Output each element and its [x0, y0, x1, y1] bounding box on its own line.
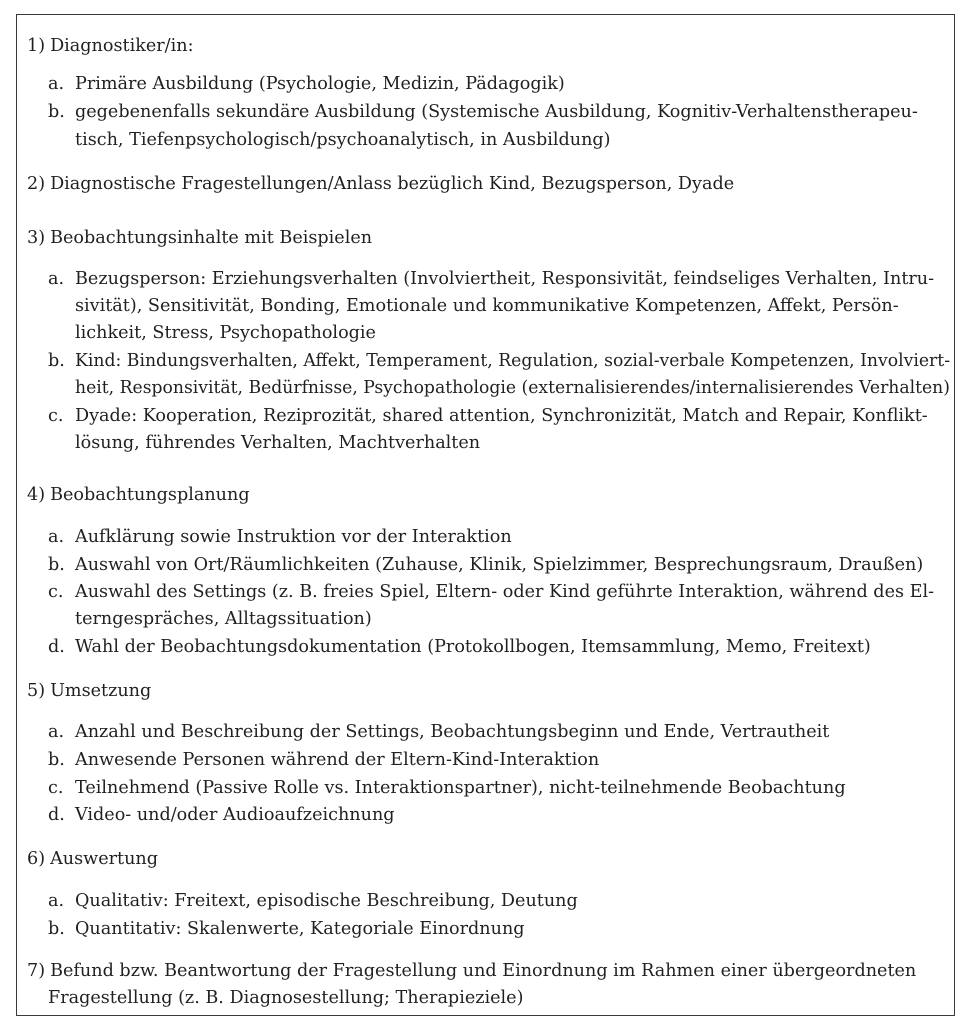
- section-title-continued: Fragestellung (z. B. Diagnosestellung; Therapieziele): [48, 988, 524, 1008]
- item-letter: b.: [48, 919, 65, 939]
- item-text: Bezugsperson: Erziehungsverhalten (Involviertheit, Responsivität, feindseliges Verhalten, Intru-: [75, 269, 935, 289]
- item-letter: c.: [48, 778, 64, 798]
- item-text: Teilnehmend (Passive Rolle vs. Interaktionspartner), nicht-teilnehmende Beobachtung: [75, 778, 846, 798]
- section-number: 5): [27, 681, 46, 701]
- section-heading: [27, 225, 372, 252]
- section-number: 4): [27, 485, 46, 505]
- section-title: Auswertung: [50, 849, 159, 869]
- item-letter: a.: [48, 891, 65, 911]
- item-letter: a.: [48, 269, 65, 289]
- section-number: 2): [27, 174, 46, 194]
- section-title: Befund bzw. Beantwortung der Fragestellung und Einordnung im Rahmen einer übergeordneten: [50, 961, 917, 981]
- item-text: Kind: Bindungsverhalten, Affekt, Temperament, Regulation, sozial-verbale Kompetenzen, Involviert-: [75, 351, 951, 371]
- item-text: gegebenenfalls sekundäre Ausbildung (Systemische Ausbildung, Kognitiv-Verhaltenstherapeu-: [75, 102, 918, 122]
- item-letter: a.: [48, 722, 65, 742]
- item-text: lösung, führendes Verhalten, Machtverhalten: [75, 433, 481, 453]
- section-number: 1): [27, 36, 46, 56]
- item-text: Anzahl und Beschreibung der Settings, Beobachtungsbeginn und Ende, Vertrautheit: [75, 722, 830, 742]
- section-heading: [27, 33, 194, 60]
- item-letter: b.: [48, 555, 65, 575]
- section-heading: [27, 846, 158, 873]
- item-text: tisch, Tiefenpsychologisch/psychoanalytisch, in Ausbildung): [75, 130, 611, 150]
- item-text: Anwesende Personen während der Eltern-Kind-Interaktion: [75, 750, 600, 770]
- item-text: Wahl der Beobachtungsdokumentation (Protokollbogen, Itemsammlung, Memo, Freitext): [75, 637, 871, 657]
- item-text: sivität), Sensitivität, Bonding, Emotionale und kommunikative Kompetenzen, Affekt, Persön-: [75, 296, 899, 316]
- item-text: Quantitativ: Skalenwerte, Kategoriale Einordnung: [75, 919, 525, 939]
- item-letter: d.: [48, 805, 65, 825]
- item-letter: b.: [48, 750, 65, 770]
- item-letter: d.: [48, 637, 65, 657]
- section-heading: [27, 171, 734, 198]
- section-number: 3): [27, 228, 46, 248]
- section-number: 6): [27, 849, 46, 869]
- item-text: Auswahl des Settings (z. B. freies Spiel, Eltern- oder Kind geführte Interaktion, während des El-: [75, 582, 935, 602]
- item-text: Auswahl von Ort/Räumlichkeiten (Zuhause, Klinik, Spielzimmer, Besprechungsraum, Draußen): [75, 555, 924, 575]
- item-letter: a.: [48, 527, 65, 547]
- section-title: Umsetzung: [50, 681, 152, 701]
- item-letter: c.: [48, 582, 64, 602]
- item-letter: b.: [48, 102, 65, 122]
- section-title: Beobachtungsplanung: [50, 485, 250, 505]
- item-letter: a.: [48, 74, 65, 94]
- item-text: Video- und/oder Audioaufzeichnung: [75, 805, 395, 825]
- item-letter: b.: [48, 351, 65, 371]
- section-title: Diagnostische Fragestellungen/Anlass bezüglich Kind, Bezugsperson, Dyade: [50, 174, 735, 194]
- item-letter: c.: [48, 406, 64, 426]
- item-text: Aufklärung sowie Instruktion vor der Interaktion: [75, 527, 512, 547]
- section-heading: [27, 678, 151, 705]
- section-title: Diagnostiker/in:: [50, 36, 194, 56]
- item-text: Dyade: Kooperation, Reziprozität, shared attention, Synchronizität, Match and Repair, Konflikt-: [75, 406, 928, 426]
- section-title: Beobachtungsinhalte mit Beispielen: [50, 228, 373, 248]
- section-heading: [27, 482, 250, 509]
- item-text: lichkeit, Stress, Psychopathologie: [75, 323, 376, 343]
- item-text: Primäre Ausbildung (Psychologie, Medizin, Pädagogik): [75, 74, 565, 94]
- section-heading: [27, 958, 916, 985]
- section-number: 7): [27, 961, 46, 981]
- item-text: heit, Responsivität, Bedürfnisse, Psychopathologie (externalisierendes/internalisierendes Verhalten): [75, 378, 950, 398]
- item-text: Qualitativ: Freitext, episodische Beschreibung, Deutung: [75, 891, 578, 911]
- item-text: terngespräches, Alltagssituation): [75, 609, 372, 629]
